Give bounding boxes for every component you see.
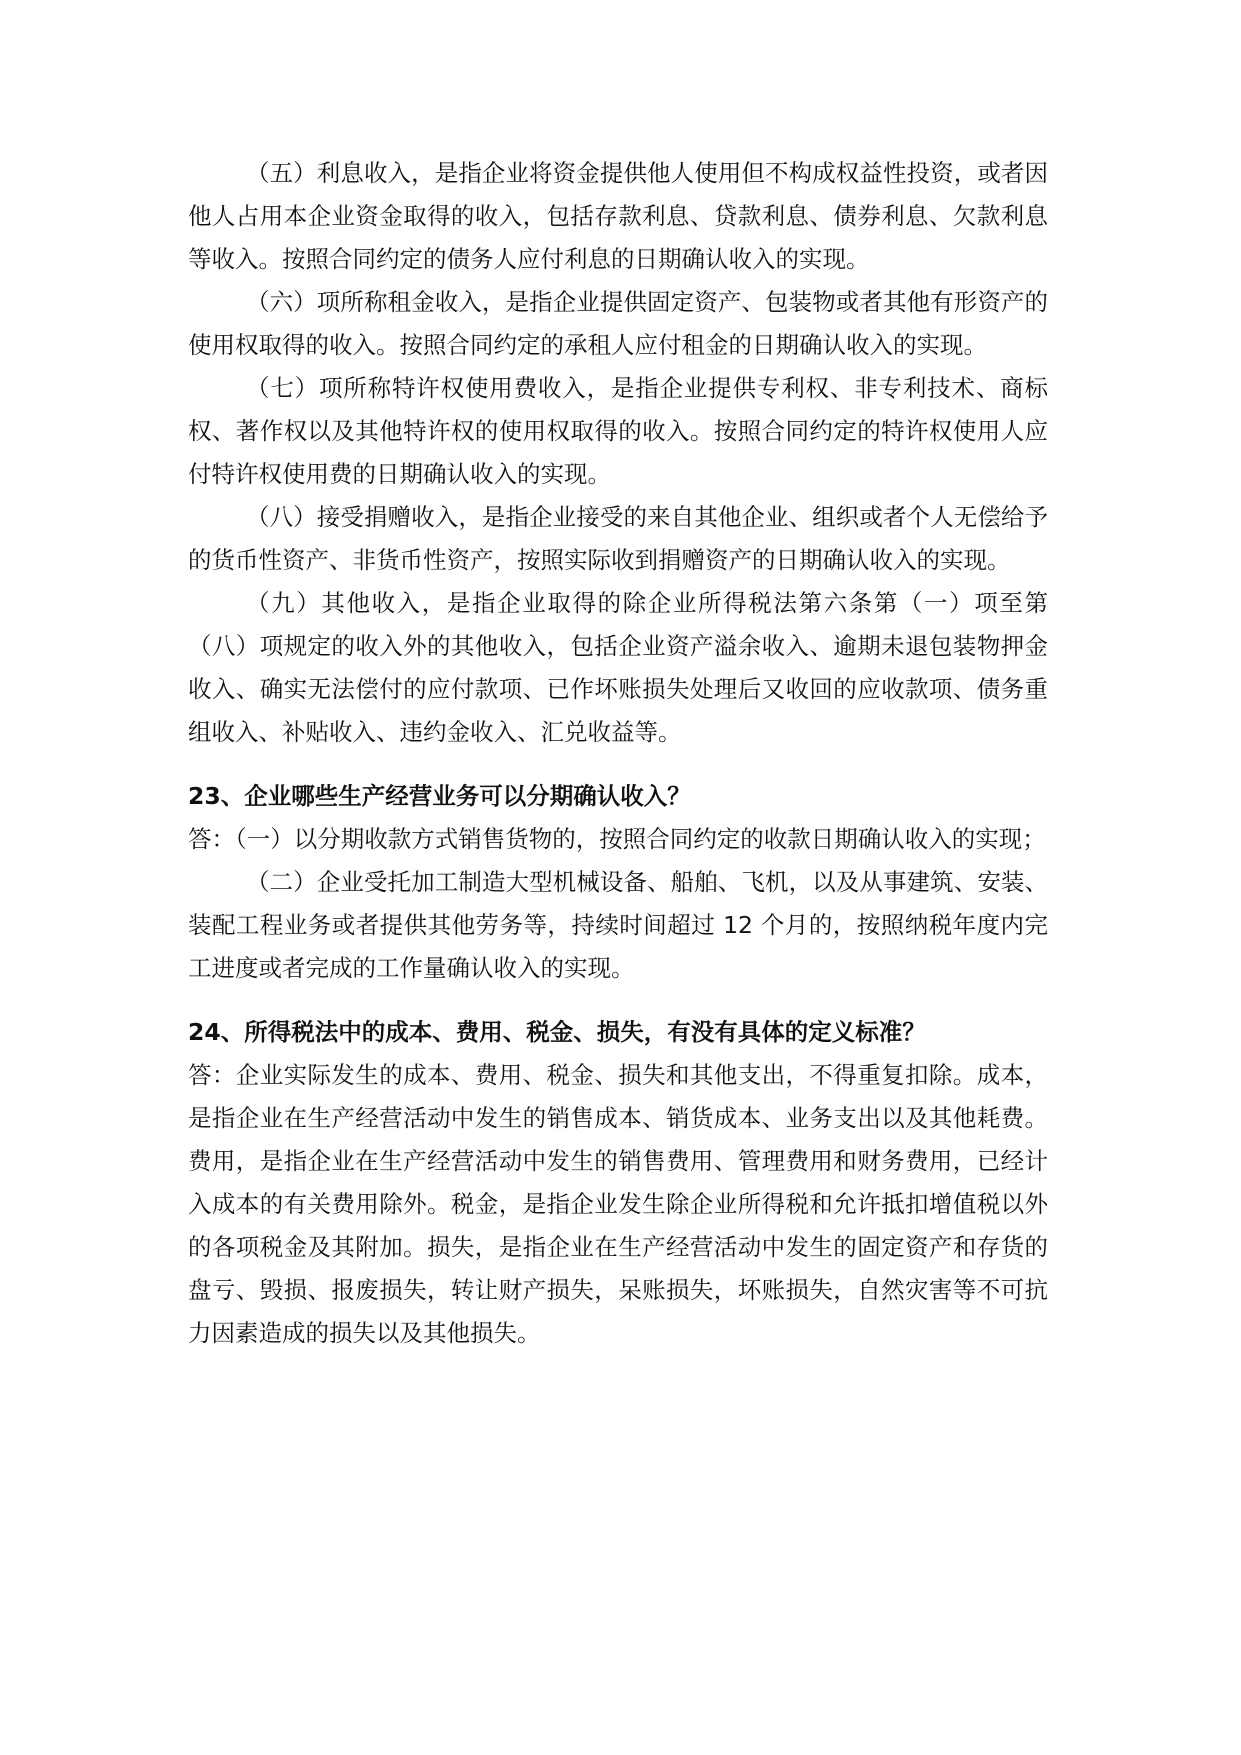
paragraph-donation-income: （八）接受捐赠收入，是指企业接受的来自其他企业、组织或者个人无偿给予的货币性资产、非货币性资产，按照实际收到捐赠资产的日期确认收入的实现。 (188, 503, 1048, 574)
question-23-answer-part2: （二）企业受托加工制造大型机械设备、船舶、飞机，以及从事建筑、安装、装配工程业务或者提供其他劳务等，持续时间超过 12 个月的，按照纳税年度内完工进度或者完成的工作量确认收入的实现。 (188, 868, 1048, 982)
question-24-answer: 答：企业实际发生的成本、费用、税金、损失和其他支出，不得重复扣除。成本，是指企业在生产经营活动中发生的销售成本、销货成本、业务支出以及其他耗费。费用，是指企业在生产经营活动中发生的销售费用、管理费用和财务费用，已经计入成本的有关费用除外。税金，是指企业发生除企业所得税和允许抵扣增值税以外的各项税金及其附加。损失，是指企业在生产经营活动中发生的固定资产和存货的盘亏、毁损、报废损失，转让财产损失，呆账损失，坏账损失，自然灾害等不可抗力因素造成的损失以及其他损失。 (188, 1061, 1048, 1347)
paragraph-interest-income: （五）利息收入，是指企业将资金提供他人使用但不构成权益性投资，或者因他人占用本企业资金取得的收入，包括存款利息、贷款利息、债券利息、欠款利息等收入。按照合同约定的债务人应付利息的日期确认收入的实现。 (188, 159, 1048, 273)
paragraph-rent-income: （六）项所称租金收入，是指企业提供固定资产、包装物或者其他有形资产的使用权取得的收入。按照合同约定的承租人应付租金的日期确认收入的实现。 (188, 288, 1048, 359)
paragraph-other-income: （九）其他收入，是指企业取得的除企业所得税法第六条第（一）项至第（八）项规定的收入外的其他收入，包括企业资产溢余收入、逾期未退包装物押金收入、确实无法偿付的应付款项、已作坏账损失处理后又收回的应收款项、债务重组收入、补贴收入、违约金收入、汇兑收益等。 (188, 589, 1048, 746)
question-23-answer-part1: 答：（一）以分期收款方式销售货物的，按照合同约定的收款日期确认收入的实现； (188, 825, 1046, 853)
question-24-heading: 24、所得税法中的成本、费用、税金、损失，有没有具体的定义标准？ (188, 1018, 926, 1046)
document-page (188, 152, 1048, 1355)
paragraph-royalty-income: （七）项所称特许权使用费收入，是指企业提供专利权、非专利技术、商标权、著作权以及其他特许权的使用权取得的收入。按照合同约定的特许权使用人应付特许权使用费的日期确认收入的实现。 (188, 374, 1048, 488)
question-23-heading: 23、企业哪些生产经营业务可以分期确认收入？ (188, 782, 691, 810)
